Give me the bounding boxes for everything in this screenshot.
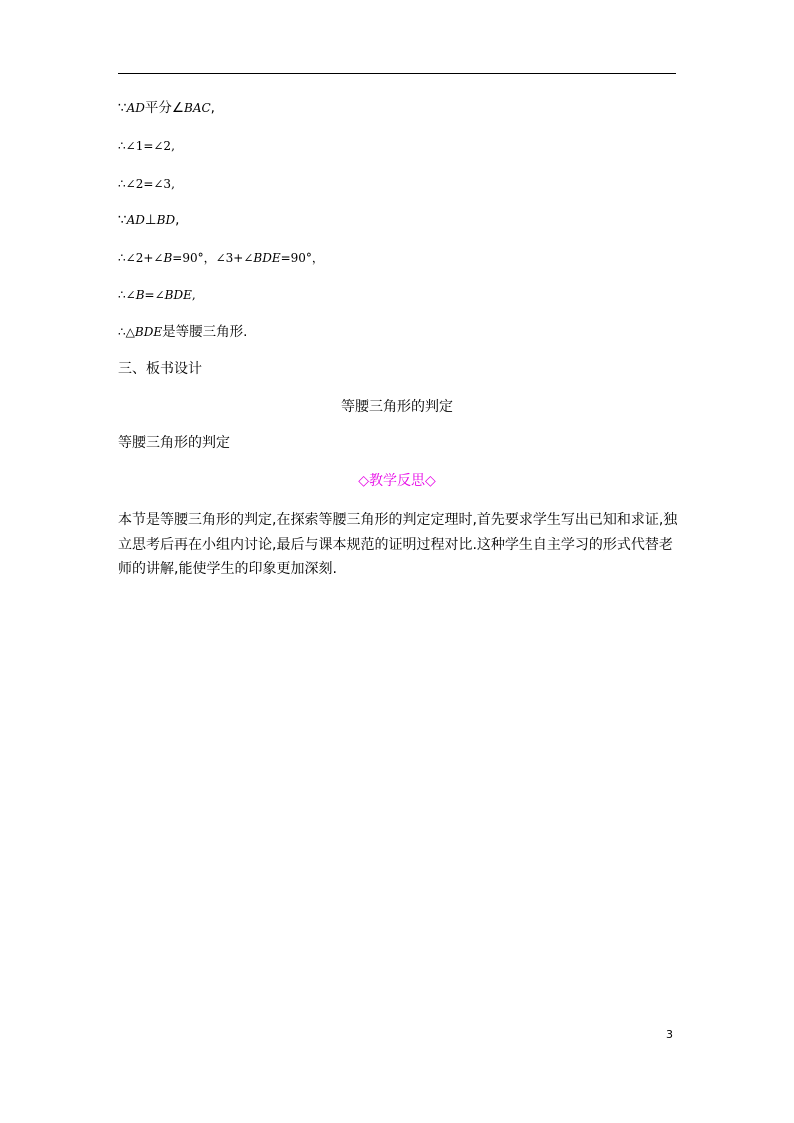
proof-line-6 — [118, 286, 196, 304]
proof-line-4 — [118, 211, 179, 229]
because-symbol: ∵ — [118, 212, 127, 228]
teaching-reflection-title: ◇教学反思◇ — [358, 473, 436, 489]
angle-bde: BDE — [253, 251, 281, 265]
line-end: , — [210, 100, 215, 116]
line-prefix: ∴∠ — [118, 288, 136, 302]
line-prefix: ∴△ — [118, 325, 135, 339]
teaching-reflection-body: 本节是等腰三角形的判定,在探索等腰三角形的判定定理时,首先要求学生写出已知和求证,独立思考后再在小组内讨论,最后与课本规范的证明过程对比.这种学生自主学习的形式代替老师的讲解,能使学生的印象更加深刻. — [118, 512, 678, 577]
perpendicular-symbol: ⊥ — [144, 212, 157, 228]
proof-line-1 — [118, 99, 215, 117]
angle-symbol: ∠ — [171, 100, 184, 116]
line-end: , — [191, 288, 196, 302]
line-end: , — [175, 212, 180, 228]
conclusion-text: 是等腰三角形. — [162, 324, 248, 340]
proof-line-7 — [118, 323, 247, 341]
bisects-text: 平分 — [144, 100, 172, 116]
proof-line-3: ∴∠2=∠3, — [118, 177, 175, 191]
board-design-text: 等腰三角形的判定 — [118, 435, 230, 451]
line-middle: =∠ — [144, 288, 165, 302]
proof-line-5 — [118, 249, 324, 267]
segment-ad: AD — [126, 213, 145, 227]
segment-ad: AD — [126, 101, 145, 115]
angle-bde: BDE — [164, 288, 192, 302]
header-rule — [118, 73, 676, 74]
proof-line-2: ∴∠1=∠2, — [118, 139, 175, 153]
line-prefix: ∴∠2+∠ — [118, 251, 164, 265]
angle-b: B — [135, 288, 145, 302]
angle-b: B — [163, 251, 173, 265]
section-heading: 三、板书设计 — [118, 361, 202, 377]
angle-bac: BAC — [184, 101, 211, 115]
triangle-bde: BDE — [134, 325, 163, 339]
because-symbol: ∵ — [118, 100, 127, 116]
page-number: 3 — [666, 1028, 673, 1041]
line-middle: =90°，∠3+∠ — [172, 251, 254, 265]
segment-bd: BD — [156, 213, 176, 227]
board-design-title: 等腰三角形的判定 — [341, 399, 453, 415]
line-end: =90°， — [280, 251, 324, 265]
